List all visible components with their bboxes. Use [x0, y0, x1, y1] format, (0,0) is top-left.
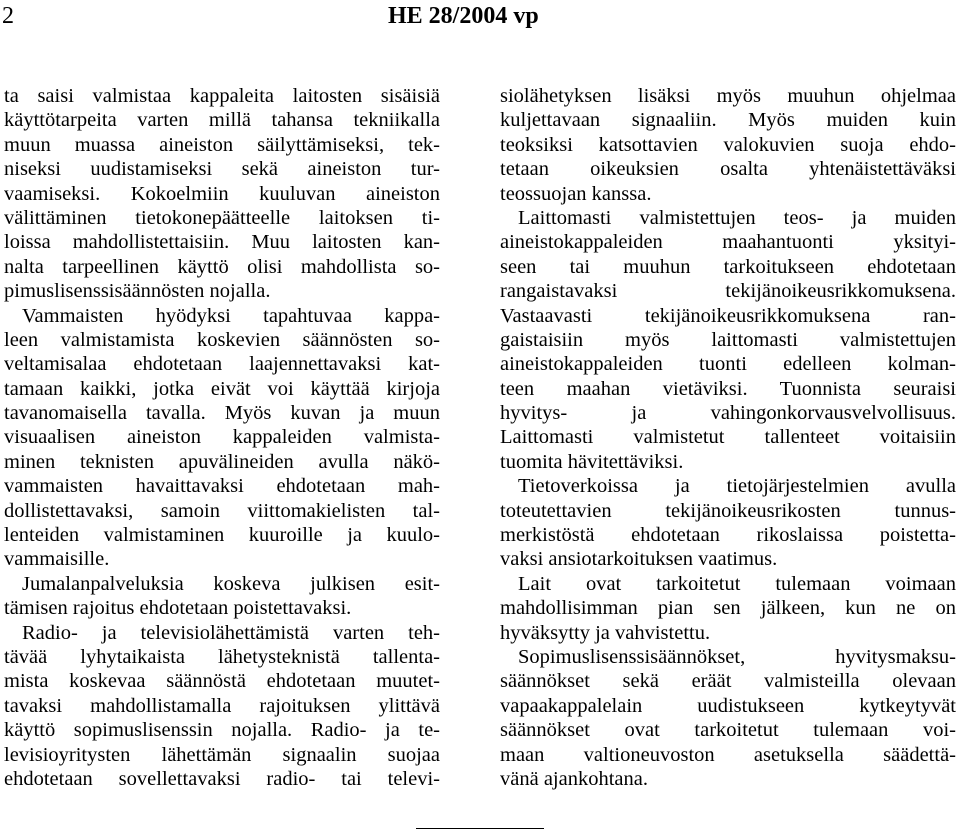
text-line: tamaan kaikki, jotka eivät voi käyttää kirjoja	[4, 377, 440, 400]
text-line: levisioyritysten lähettämän signaalin suojaa	[4, 743, 440, 766]
text-line: kuljettavaan signaaliin. Myös muiden kuin	[500, 109, 956, 132]
text-line: minen teknisten apuvälineiden avulla näkö-	[4, 450, 440, 473]
text-line: vammaisten havaittavaksi ehdotetaan mah-	[4, 475, 440, 498]
text-line: käyttö sopimuslisenssin nojalla. Radio- ja te-	[4, 719, 440, 742]
text-line: loissa mahdollistettaisiin. Muu laitosten kan-	[4, 231, 440, 254]
text-line: mahdollisimman pian sen jälkeen, kun ne on	[500, 597, 956, 620]
text-line: mista koskevaa säännöstä ehdotetaan muutet-	[4, 670, 440, 693]
page-number: 2	[2, 3, 14, 29]
text-line: vaksi ansiotarkoituksen vaatimus.	[500, 548, 778, 571]
text-line: säännökset ovat tarkoitetut tulemaan voi-	[500, 719, 956, 742]
text-line: teoksiksi katsottavien valokuvien suoja ehdo-	[500, 133, 956, 156]
text-line: Vastaavasti tekijänoikeusrikkomuksena ran-	[500, 304, 956, 327]
left-text-column	[4, 84, 440, 791]
text-line: rangaistavaksi tekijänoikeusrikkomuksena.	[500, 280, 956, 303]
text-line: vaamiseksi. Kokoelmiin kuuluvan aineiston	[4, 182, 440, 205]
text-line: niseksi uudistamiseksi sekä aineiston tur-	[4, 158, 440, 181]
text-line: toteutettavien tekijänoikeusrikosten tunnus-	[500, 499, 956, 522]
text-line: gaistaisiin myös laittomasti valmistettujen	[500, 328, 956, 351]
document-id: HE 28/2004 vp	[388, 3, 539, 29]
text-line: tävää lyhytaikaista lähetysteknistä tallenta-	[4, 645, 440, 668]
text-line: hyväksytty ja vahvistettu.	[500, 621, 711, 644]
text-line: lenteiden valmistaminen kuuroille ja kuulo-	[4, 524, 440, 547]
text-line: Sopimuslisenssisäännökset, hyvitysmaksu-	[518, 645, 956, 668]
text-line: ta saisi valmistaa kappaleita laitosten sisäisiä	[4, 85, 440, 107]
text-line: seen tai muuhun tarkoitukseen ehdotetaan	[500, 255, 956, 278]
text-line: leen valmistamista koskevien säännösten so-	[4, 328, 440, 351]
text-line: tavanomaisella tavalla. Myös kuvan ja muun	[4, 402, 440, 425]
text-line: säännökset sekä eräät valmisteilla olevaan	[500, 670, 956, 693]
text-line: nalta tarpeellinen käyttö olisi mahdollista so-	[4, 255, 440, 278]
text-line: tavaksi mahdollistamalla rajoituksen ylittävä	[4, 694, 440, 717]
text-line: Lait ovat tarkoitetut tulemaan voimaan	[518, 572, 956, 595]
text-line: vammaisille.	[4, 548, 110, 571]
text-line: tuomita hävitettäviksi.	[500, 450, 684, 473]
text-line: tetaan oikeuksien osalta yhtenäistettäväksi	[500, 158, 956, 181]
text-line: Tietoverkoissa ja tietojärjestelmien avulla	[518, 475, 956, 498]
text-line: teossuojan kanssa.	[500, 182, 652, 205]
text-line: aineistokappaleiden maahantuonti yksityi-	[500, 231, 956, 254]
text-line: veltamisalaa ehdotetaan laajennettavaksi kat-	[4, 353, 440, 376]
text-line: Laittomasti valmistetut tallenteet voitaisiin	[500, 426, 956, 449]
text-line: välittäminen tietokonepäätteelle laitoksen ti-	[4, 206, 440, 229]
text-line: maan valtioneuvoston asetuksella säädettä-	[500, 743, 956, 766]
text-line: siolähetyksen lisäksi myös muuhun ohjelmaa	[500, 85, 956, 107]
text-line: Vammaisten hyödyksi tapahtuvaa kappa-	[22, 304, 440, 327]
text-line: teen maahan vietäviksi. Tuonnista seuraisi	[500, 377, 956, 400]
text-line: käyttötarpeita varten millä tahansa tekniikalla	[4, 109, 440, 132]
text-line: muun muassa aineiston säilyttämiseksi, tek-	[4, 133, 440, 156]
text-line: aineistokappaleiden tuonti edelleen kolman-	[500, 353, 956, 376]
text-line: tämisen rajoitus ehdotetaan poistettavaksi.	[4, 597, 352, 620]
text-line: pimuslisenssisäännösten nojalla.	[4, 280, 271, 303]
text-line: Radio- ja televisiolähettämistä varten teh-	[22, 621, 440, 644]
text-line: merkistöstä ehdotetaan rikoslaissa poistetta-	[500, 524, 956, 547]
text-line: hyvitys- ja vahingonkorvausvelvollisuus.	[500, 402, 956, 425]
text-line: visuaalisen aineiston kappaleiden valmista-	[4, 426, 440, 449]
end-rule	[416, 828, 544, 829]
text-line: vänä ajankohtana.	[500, 767, 648, 790]
text-line: ehdotetaan sovellettavaksi radio- tai televi-	[4, 767, 440, 790]
text-line: Jumalanpalveluksia koskeva julkisen esit-	[22, 572, 440, 595]
right-text-column	[500, 84, 956, 791]
text-line: vapaakappalelain uudistukseen kytkeytyvät	[500, 694, 956, 717]
text-line: dollistettavaksi, samoin viittomakielisten tal-	[4, 499, 440, 522]
text-line: Laittomasti valmistettujen teos- ja muiden	[518, 206, 956, 229]
